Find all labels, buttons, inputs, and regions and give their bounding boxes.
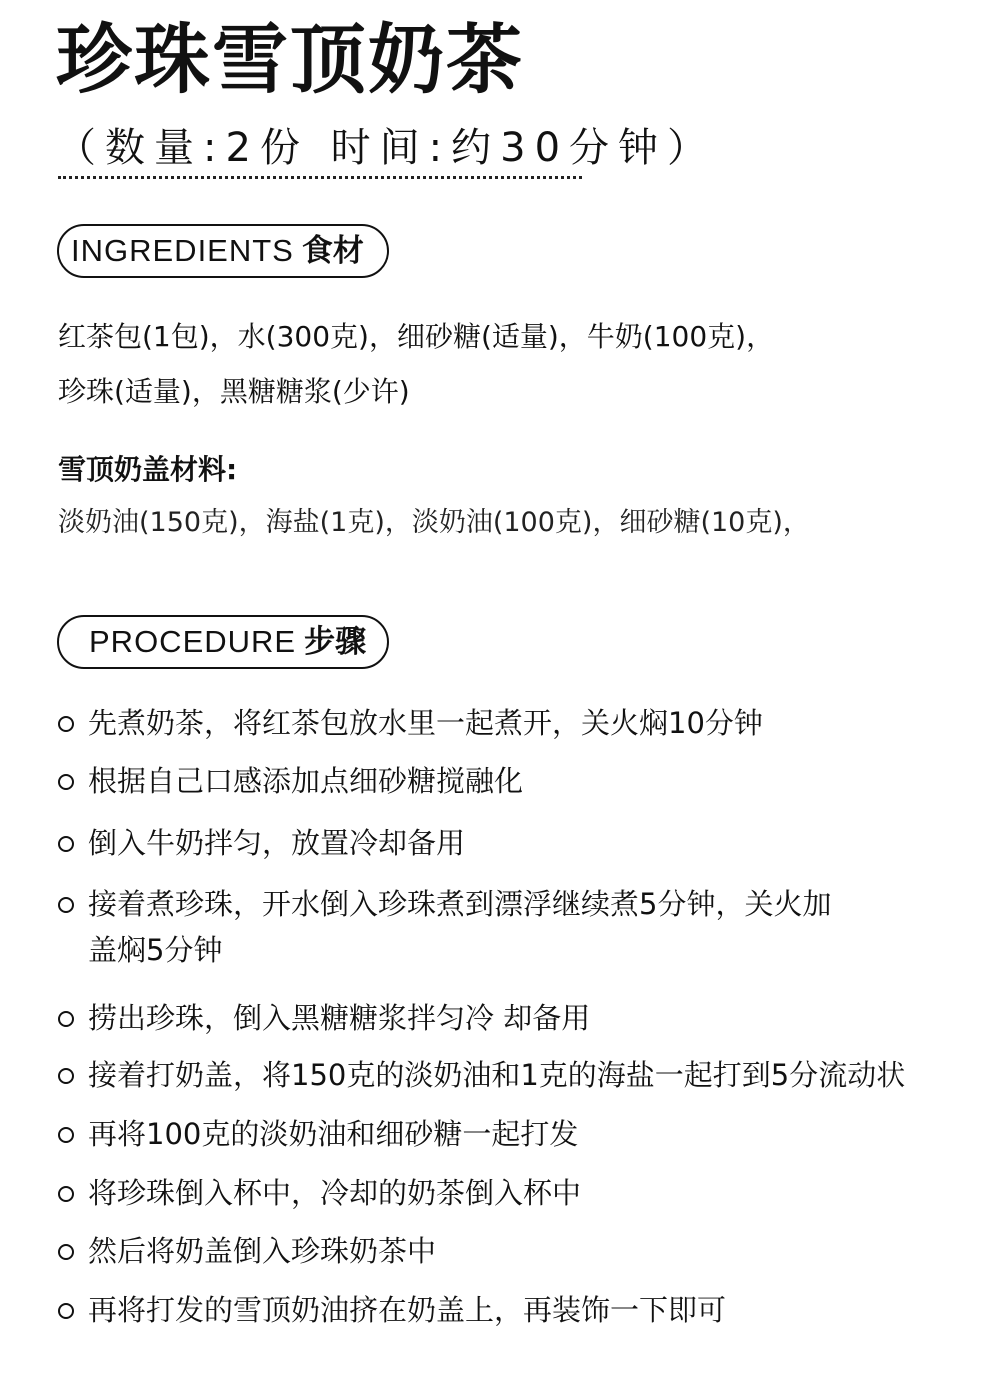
step-text: 根据自己口感添加点细砂糖搅融化 bbox=[88, 764, 524, 798]
step-item bbox=[56, 700, 976, 746]
step-item bbox=[56, 1052, 976, 1098]
step-text: 接着打奶盖，将150克的淡奶油和1克的海盐一起打到5分流动状 bbox=[88, 1058, 906, 1092]
step-text: 将珍珠倒入杯中，冷却的奶茶倒入杯中 bbox=[88, 1176, 582, 1210]
bullet-circle-icon bbox=[58, 1186, 74, 1202]
bullet-circle-icon bbox=[58, 1011, 74, 1027]
step-text: 先煮奶茶，将红茶包放水里一起煮开，关火焖10分钟 bbox=[88, 706, 763, 740]
bullet-circle-icon bbox=[58, 1127, 74, 1143]
step-item bbox=[56, 758, 976, 804]
step-item bbox=[56, 1228, 976, 1274]
procedure-header bbox=[57, 615, 389, 669]
bullet-circle-icon bbox=[58, 774, 74, 790]
step-item bbox=[56, 820, 976, 866]
step-item bbox=[56, 1111, 976, 1157]
bullet-circle-icon bbox=[58, 1244, 74, 1260]
step-text: 倒入牛奶拌匀，放置冷却备用 bbox=[88, 826, 466, 860]
step-text: 再将打发的雪顶奶油挤在奶盖上，再装饰一下即可 bbox=[88, 1293, 727, 1327]
step-item bbox=[56, 881, 976, 973]
procedure-header-zh: 步骤 bbox=[304, 624, 367, 660]
ingredients-header-zh: 食材 bbox=[301, 233, 364, 269]
bullet-circle-icon bbox=[58, 1068, 74, 1084]
bullet-circle-icon bbox=[58, 716, 74, 732]
dotted-divider bbox=[58, 176, 582, 179]
ingredients-header-en: INGREDIENTS bbox=[71, 233, 294, 268]
recipe-title: 珍珠雪顶奶茶 bbox=[56, 15, 524, 104]
cream-ingredients-line: 淡奶油(150克)，海盐(1克)，淡奶油(100克)，细砂糖(10克)， bbox=[58, 507, 810, 538]
ingredients-line: 红茶包(1包)，水(300克)，细砂糖(适量)，牛奶(100克)， bbox=[58, 320, 775, 353]
step-text: 然后将奶盖倒入珍珠奶茶中 bbox=[88, 1234, 437, 1268]
ingredients-header bbox=[57, 224, 389, 278]
step-text: 接着煮珍珠，开水倒入珍珠煮到漂浮继续煮5分钟，关火加 盖焖5分钟 bbox=[88, 887, 832, 967]
step-item bbox=[56, 1287, 976, 1333]
cream-ingredients-title: 雪顶奶盖材料: bbox=[58, 453, 238, 486]
bullet-circle-icon bbox=[58, 1303, 74, 1319]
step-item bbox=[56, 1170, 976, 1216]
step-text: 捞出珍珠，倒入黑糖糖浆拌匀冷 却备用 bbox=[88, 1001, 591, 1035]
bullet-circle-icon bbox=[58, 897, 74, 913]
step-item bbox=[56, 995, 976, 1041]
procedure-header-en: PROCEDURE bbox=[89, 624, 297, 659]
ingredients-line: 珍珠(适量)，黑糖糖浆(少许) bbox=[58, 375, 410, 408]
recipe-meta: （数量:2份 时间:约30分钟） bbox=[56, 125, 717, 171]
bullet-circle-icon bbox=[58, 836, 74, 852]
step-text: 再将100克的淡奶油和细砂糖一起打发 bbox=[88, 1117, 579, 1151]
